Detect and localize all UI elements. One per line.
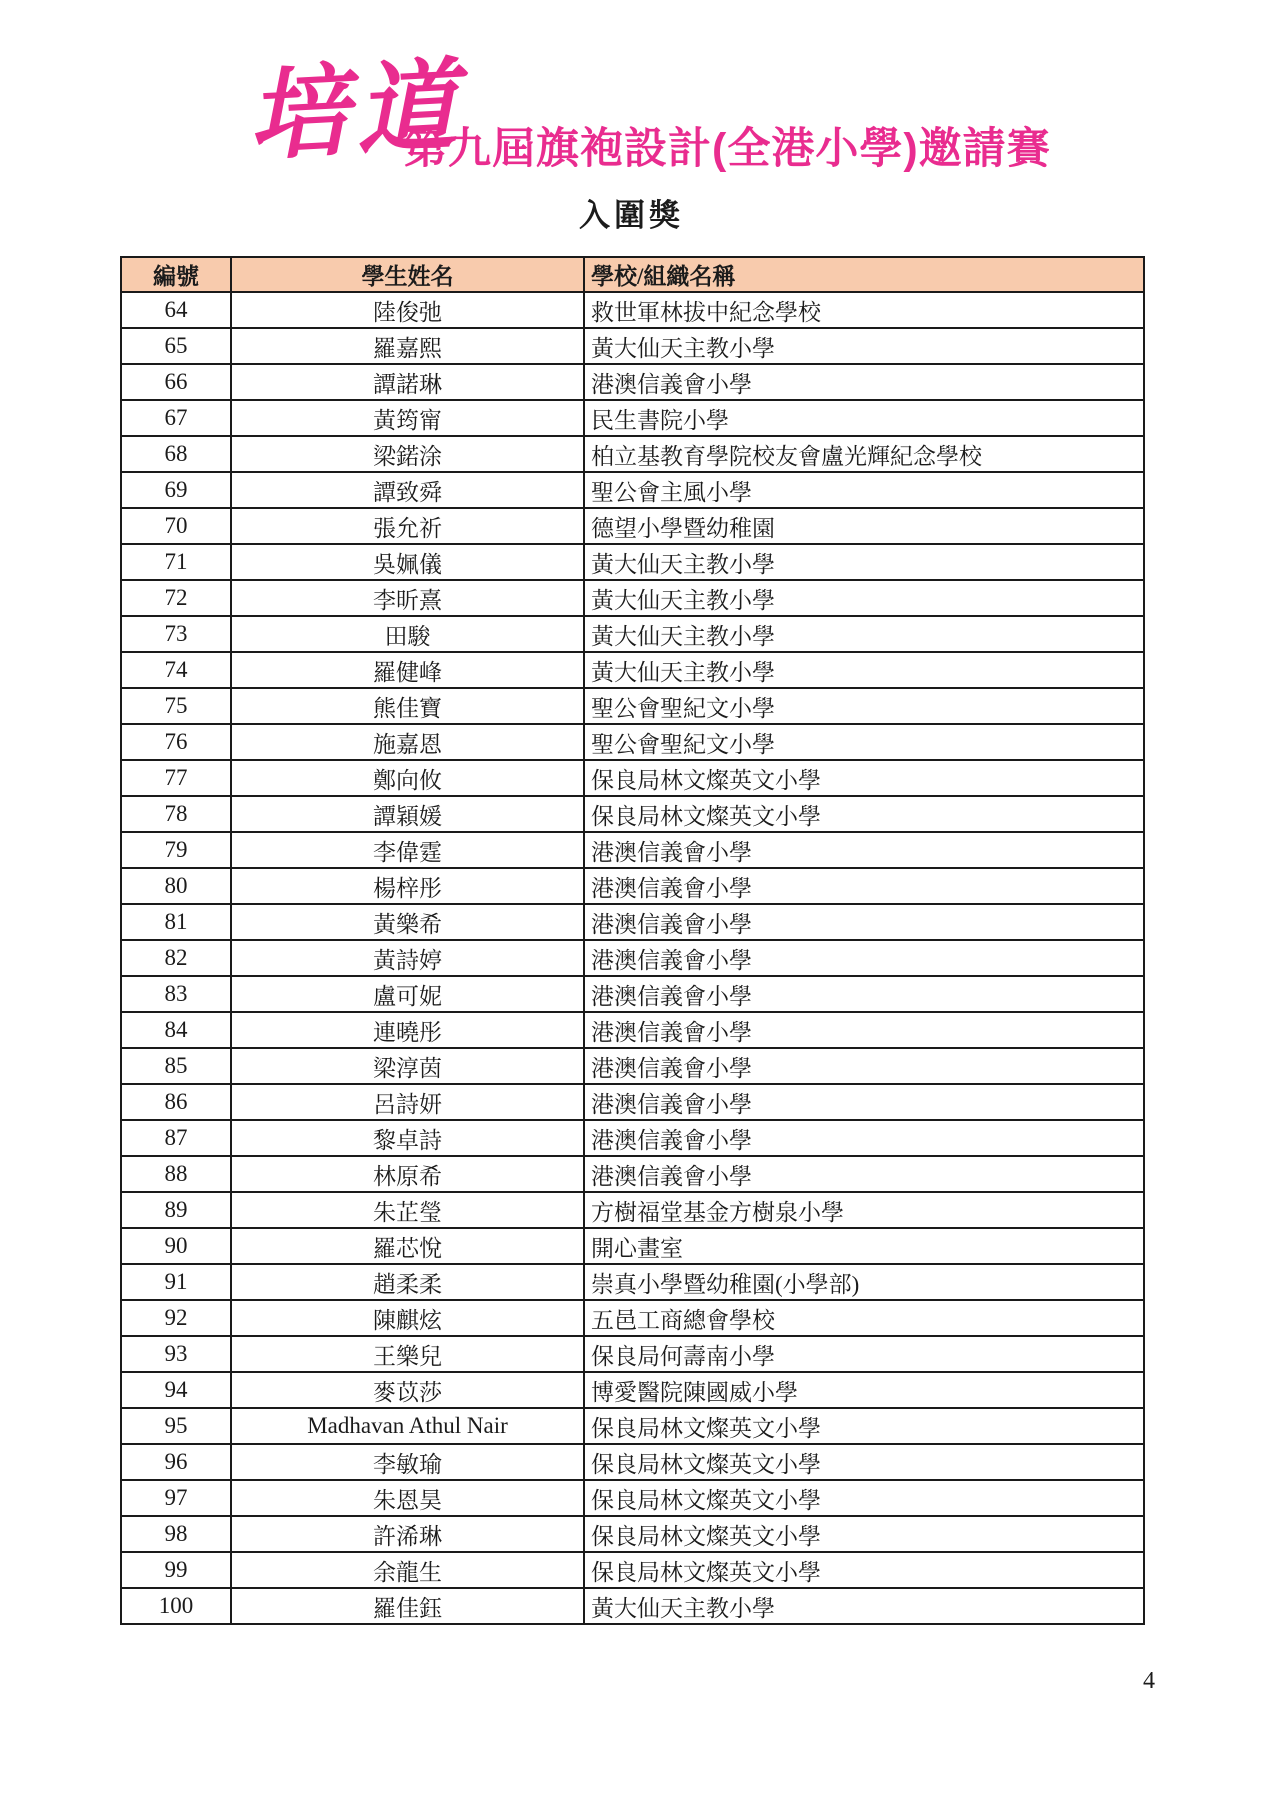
row-number: 90 [121, 1228, 231, 1264]
student-name: 譚致舜 [231, 472, 584, 508]
row-number: 71 [121, 544, 231, 580]
student-name: 熊佳寶 [231, 688, 584, 724]
table-row [121, 1552, 1144, 1588]
student-name: 譚穎媛 [231, 796, 584, 832]
student-name: 鄭向攸 [231, 760, 584, 796]
student-name: 麥苡莎 [231, 1372, 584, 1408]
table-row [121, 1480, 1144, 1516]
student-name: 田駿 [231, 616, 584, 652]
student-name: 施嘉恩 [231, 724, 584, 760]
school-name: 港澳信義會小學 [584, 1156, 1144, 1192]
student-name: 趙柔柔 [231, 1264, 584, 1300]
student-name: 梁淳茵 [231, 1048, 584, 1084]
row-number: 67 [121, 400, 231, 436]
student-name: 李昕熹 [231, 580, 584, 616]
school-name: 德望小學暨幼稚園 [584, 508, 1144, 544]
school-name: 崇真小學暨幼稚園(小學部) [584, 1264, 1144, 1300]
row-number: 75 [121, 688, 231, 724]
school-name: 救世軍林拔中紀念學校 [584, 292, 1144, 328]
section-title-shortlisted-award: 入圍獎 [579, 198, 684, 233]
student-name: 吳姵儀 [231, 544, 584, 580]
table-row [121, 1120, 1144, 1156]
row-number: 79 [121, 832, 231, 868]
student-name: 黃筠甯 [231, 400, 584, 436]
student-name: 呂詩妍 [231, 1084, 584, 1120]
row-number: 99 [121, 1552, 231, 1588]
row-number: 76 [121, 724, 231, 760]
table-row [121, 1336, 1144, 1372]
school-name: 港澳信義會小學 [584, 364, 1144, 400]
school-name: 民生書院小學 [584, 400, 1144, 436]
table-row [121, 652, 1144, 688]
table-row [121, 1228, 1144, 1264]
school-name: 方樹福堂基金方樹泉小學 [584, 1192, 1144, 1228]
student-name: 羅芯悅 [231, 1228, 584, 1264]
column-header-student-name: 學生姓名 [231, 257, 584, 292]
competition-title: 第九屆旗袍設計(全港小學)邀請賽 [404, 125, 1051, 173]
row-number: 70 [121, 508, 231, 544]
table-row [121, 904, 1144, 940]
school-name: 黃大仙天主教小學 [584, 652, 1144, 688]
school-name: 博愛醫院陳國威小學 [584, 1372, 1144, 1408]
school-name: 柏立基教育學院校友會盧光輝紀念學校 [584, 436, 1144, 472]
school-name: 港澳信義會小學 [584, 940, 1144, 976]
column-header-school-name: 學校/組織名稱 [584, 257, 1144, 292]
student-name: 林原希 [231, 1156, 584, 1192]
row-number: 93 [121, 1336, 231, 1372]
school-name: 港澳信義會小學 [584, 868, 1144, 904]
table-row [121, 472, 1144, 508]
page-number: 4 [1143, 1668, 1155, 1694]
school-name: 保良局林文燦英文小學 [584, 760, 1144, 796]
row-number: 64 [121, 292, 231, 328]
row-number: 74 [121, 652, 231, 688]
table-row [121, 1084, 1144, 1120]
school-name: 黃大仙天主教小學 [584, 616, 1144, 652]
student-name: 黎卓詩 [231, 1120, 584, 1156]
table-row [121, 1516, 1144, 1552]
table-row [121, 1588, 1144, 1624]
school-name: 港澳信義會小學 [584, 1048, 1144, 1084]
school-name: 港澳信義會小學 [584, 1084, 1144, 1120]
row-number: 81 [121, 904, 231, 940]
student-name: 朱恩昊 [231, 1480, 584, 1516]
school-name: 保良局何壽南小學 [584, 1336, 1144, 1372]
row-number: 92 [121, 1300, 231, 1336]
row-number: 83 [121, 976, 231, 1012]
school-name: 港澳信義會小學 [584, 832, 1144, 868]
row-number: 72 [121, 580, 231, 616]
award-table-body [121, 292, 1144, 1624]
table-row [121, 1300, 1144, 1336]
student-name: 連曉彤 [231, 1012, 584, 1048]
table-row [121, 1048, 1144, 1084]
table-row [121, 1444, 1144, 1480]
table-row [121, 976, 1144, 1012]
school-name: 保良局林文燦英文小學 [584, 1552, 1144, 1588]
school-name: 保良局林文燦英文小學 [584, 1408, 1144, 1444]
table-row [121, 616, 1144, 652]
student-name: 李偉霆 [231, 832, 584, 868]
table-row [121, 1156, 1144, 1192]
table-row [121, 436, 1144, 472]
student-name: 黃詩婷 [231, 940, 584, 976]
table-row [121, 1408, 1144, 1444]
school-name: 港澳信義會小學 [584, 904, 1144, 940]
table-row [121, 724, 1144, 760]
row-number: 82 [121, 940, 231, 976]
student-name: 羅嘉熙 [231, 328, 584, 364]
row-number: 73 [121, 616, 231, 652]
row-number: 85 [121, 1048, 231, 1084]
table-row [121, 940, 1144, 976]
row-number: 96 [121, 1444, 231, 1480]
school-name: 黃大仙天主教小學 [584, 580, 1144, 616]
table-row [121, 364, 1144, 400]
table-row [121, 688, 1144, 724]
row-number: 89 [121, 1192, 231, 1228]
award-table [120, 256, 1145, 1625]
column-header-number: 編號 [121, 257, 231, 292]
table-row [121, 580, 1144, 616]
row-number: 97 [121, 1480, 231, 1516]
student-name: 羅佳鈺 [231, 1588, 584, 1624]
school-name: 港澳信義會小學 [584, 1012, 1144, 1048]
student-name: 許浠琳 [231, 1516, 584, 1552]
header-row [121, 257, 1144, 292]
row-number: 86 [121, 1084, 231, 1120]
school-name: 開心畫室 [584, 1228, 1144, 1264]
row-number: 69 [121, 472, 231, 508]
row-number: 88 [121, 1156, 231, 1192]
row-number: 91 [121, 1264, 231, 1300]
school-name: 保良局林文燦英文小學 [584, 1516, 1144, 1552]
school-name: 五邑工商總會學校 [584, 1300, 1144, 1336]
student-name: 余龍生 [231, 1552, 584, 1588]
table-row [121, 796, 1144, 832]
student-name: 陳麒炫 [231, 1300, 584, 1336]
row-number: 98 [121, 1516, 231, 1552]
award-table-header [121, 257, 1144, 292]
student-name: 朱芷瑩 [231, 1192, 584, 1228]
student-name: 陸俊弛 [231, 292, 584, 328]
school-name: 港澳信義會小學 [584, 976, 1144, 1012]
table-row [121, 832, 1144, 868]
school-name: 保良局林文燦英文小學 [584, 1480, 1144, 1516]
row-number: 65 [121, 328, 231, 364]
row-number: 66 [121, 364, 231, 400]
row-number: 87 [121, 1120, 231, 1156]
table-row [121, 400, 1144, 436]
row-number: 68 [121, 436, 231, 472]
row-number: 78 [121, 796, 231, 832]
student-name: 張允祈 [231, 508, 584, 544]
table-row [121, 868, 1144, 904]
table-row [121, 760, 1144, 796]
table-row [121, 1012, 1144, 1048]
table-row [121, 1192, 1144, 1228]
row-number: 100 [121, 1588, 231, 1624]
row-number: 95 [121, 1408, 231, 1444]
table-row [121, 328, 1144, 364]
school-name: 黃大仙天主教小學 [584, 328, 1144, 364]
school-name: 聖公會聖紀文小學 [584, 688, 1144, 724]
student-name: 梁鍩涂 [231, 436, 584, 472]
table-row [121, 1372, 1144, 1408]
school-name: 保良局林文燦英文小學 [584, 1444, 1144, 1480]
row-number: 84 [121, 1012, 231, 1048]
school-name: 聖公會主風小學 [584, 472, 1144, 508]
student-name: 王樂兒 [231, 1336, 584, 1372]
school-name: 黃大仙天主教小學 [584, 1588, 1144, 1624]
table-row [121, 508, 1144, 544]
row-number: 77 [121, 760, 231, 796]
student-name: 黃樂希 [231, 904, 584, 940]
student-name: Madhavan Athul Nair [231, 1408, 584, 1444]
row-number: 94 [121, 1372, 231, 1408]
student-name: 李敏瑜 [231, 1444, 584, 1480]
table-row [121, 292, 1144, 328]
school-name: 聖公會聖紀文小學 [584, 724, 1144, 760]
school-name: 黃大仙天主教小學 [584, 544, 1144, 580]
row-number: 80 [121, 868, 231, 904]
school-name: 保良局林文燦英文小學 [584, 796, 1144, 832]
school-name: 港澳信義會小學 [584, 1120, 1144, 1156]
student-name: 楊梓彤 [231, 868, 584, 904]
pooi-to-calligraphy-logo: 培道 [245, 50, 467, 173]
table-row [121, 1264, 1144, 1300]
student-name: 盧可妮 [231, 976, 584, 1012]
table-row [121, 544, 1144, 580]
student-name: 羅健峰 [231, 652, 584, 688]
student-name: 譚諾琳 [231, 364, 584, 400]
